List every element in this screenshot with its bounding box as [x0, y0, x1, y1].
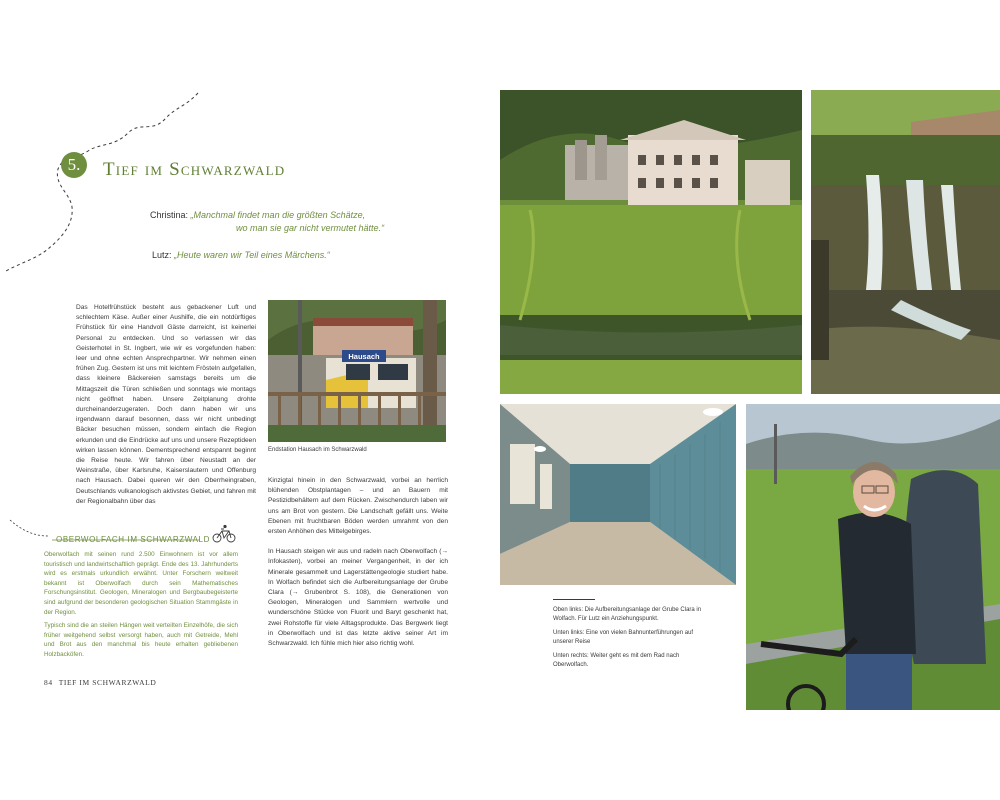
body-column-2	[268, 476, 448, 653]
running-title: TIEF IM SCHWARZWALD	[58, 678, 157, 687]
body-paragraph: Das Hotelfrühstück besteht aus gebackener Luft und schlechtem Käse. Außer einer Aushilfe, die ein notdürftiges Frühstück für eine Handvoll Gäste darreicht, ist keinerlei Personal zu entdecken. Und so verlassen wir das Geisterhotel in St. Ingbert, wie wir es vorgefunden haben: leer und ohne echten Ansprechpartner. Wir nehmen einen frühen Zug. Gestern ist uns mit leichtem Frösteln aufgefallen, dass kleinere Bäckereien samstags bereits um die Mittagszeit die Türen schließen und sonntags wie montags nicht geöffnet haben. Unsere Zeitplanung drohte durcheinanderzugeraten. Doch dann haben wir uns irgendwann darauf besonnen, dass wir nicht unbedingt Bäcker besuchen müssen, sondern einfach die Region erkunden und die Eindrücke auf uns und unsere Rezeptideen wirken lassen können. Dementsprechend entspannt beginnt die Reise heute. Wir fahren über Neustadt an der Weinstraße, über Karlsruhe, Kaiserslautern und Offenburg nach Hausach. Dabei queren wir den Oberrheingraben, Deutschlands vulkanologisch aktivstes Gebiet, und fahren mit der Regionalbahn über das	[76, 304, 256, 505]
station-sign-text: Hausach	[348, 352, 380, 361]
infobox-heading: OBERWOLFACH IM SCHWARZWALD	[56, 535, 210, 544]
quote-christina	[150, 209, 390, 235]
caption-bottom-left: Unten links: Eine von vielen Bahnunterführungen auf unserer Reise	[553, 630, 694, 645]
photo-underpass	[500, 404, 736, 585]
photo-cyclist	[746, 404, 1000, 710]
photo-hausach-station	[268, 300, 446, 442]
quote-line: „Heute waren wir Teil eines Märchens.“	[174, 250, 330, 260]
chapter-number-badge: 5.	[61, 152, 87, 178]
page-folio	[44, 678, 162, 687]
infobox-body	[44, 550, 238, 664]
body-paragraph: Kinzigtal hinein in den Schwarzwald, vorbei an herrlich blühenden Obstplantagen – und an Bauern mit Pestizidbehältern auf dem Rücken. Zwischendurch laben wir uns am Brot von gestern. Die Landschaft gefällt uns. Weite Ebenen mit fruchtbaren Böden werden umrahmt von den ersten Anhöhen des Mittelgebirges.	[268, 477, 448, 536]
photo-mining-facility	[500, 90, 802, 394]
body-paragraph: In Hausach steigen wir aus und radeln nach Oberwolfach (→ Infokasten), vorbei an meiner Vergangenheit, in der ich Minerale gesammelt und Lagerstättengeologie studiert habe. In Wolfach befindet sich die Aufbereitungsanlage der Grube Clara (→ Grubenbrot S. 108), die Generationen von Geologen, Mineralogen und Sammlern wertvolle und wunderschöne Stücke von Fluorit und Baryt geschenkt hat, zwei Rohstoffe für viele Alltagsprodukte. Das Bergwerk liegt in Oberwolfach und ist das letzte aktive seiner Art im Schwarzwald. Ich fühle mich hier also richtig wohl.	[268, 548, 448, 648]
quote-line: „Manchmal findet man die größten Schätze,	[190, 210, 366, 220]
quote-lutz	[152, 249, 392, 262]
caption-station-photo: Endstation Hausach im Schwarzwald	[268, 447, 367, 453]
quote-speaker: Christina:	[150, 210, 189, 220]
photo-waterfall-weir	[811, 90, 1000, 394]
caption-top-left: Oben links: Die Aufbereitungsanlage der Grube Clara in Wolfach. Für Lutz ein Anziehungspunkt.	[553, 607, 702, 622]
quote-line: wo man sie gar nicht vermutet hätte.“	[236, 223, 385, 233]
caption-rule	[553, 599, 595, 600]
bicycle-icon	[212, 524, 236, 544]
infobox-paragraph: Typisch sind die an steilen Hängen weit verteilten Einzelhöfe, die sich früher weitgehend selbst versorgt haben, auch mit Getreide, Mehl und Brot aus den manchmal bis heute erhalten gebliebenen Holzbacköfen.	[44, 622, 238, 658]
caption-bottom-right: Unten rechts: Weiter geht es mit dem Rad nach Oberwolfach.	[553, 653, 680, 668]
page-number: 84	[44, 678, 53, 687]
body-column-1	[76, 303, 256, 511]
chapter-title: Tief im Schwarzwald	[103, 159, 286, 180]
caption-block-right	[553, 606, 713, 670]
infobox-paragraph: Oberwolfach mit seinen rund 2.500 Einwohnern ist vor allem touristisch und landwirtschaftlich geprägt. Ende des 13. Jahrhunderts wird es erstmals urkundlich erwähnt. Unter Forschern weltweit bekannt ist Oberwolfach durch sein Mathematisches Forschungsinstitut. Geologen, Mineralogen und Bergbaubegeisterte sind aufgrund der besonderen geologischen Situation Stammgäste in der Region.	[44, 551, 238, 616]
quote-speaker: Lutz:	[152, 250, 172, 260]
